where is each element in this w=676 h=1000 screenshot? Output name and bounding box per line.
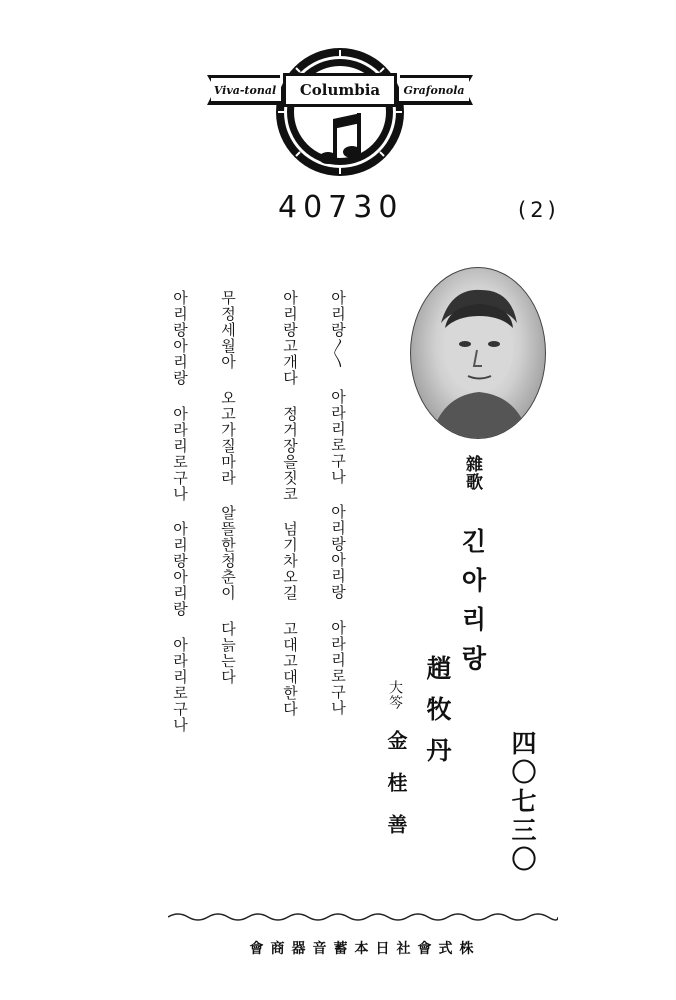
lyric-segment: 아리랑〳〵 <box>329 290 347 369</box>
record-number: 40730 <box>278 190 404 225</box>
logo-center-text: Columbia <box>299 81 381 99</box>
lyric-segment: 아리랑아리랑 <box>171 290 189 386</box>
lyric-segment: 오고가질마라 <box>219 389 237 486</box>
portrait-image <box>411 268 545 438</box>
lyric-segment: 정거장을짓코 <box>281 405 299 502</box>
accompanist-role: 大笒 <box>387 680 403 710</box>
columbia-logo <box>205 45 475 180</box>
accompanist-name: 金桂善 <box>384 730 408 856</box>
company-name: 株式會社日本蓄音器商會 <box>249 941 481 957</box>
lyric-segment: 아라리로구나 <box>171 636 189 733</box>
lyric-segment: 넘기차오길 <box>281 521 299 601</box>
lyrics-line-1 <box>330 290 345 716</box>
lyric-segment: 무정세월아 <box>219 290 237 370</box>
genre-label: 雜歌 <box>462 455 482 491</box>
lyric-segment: 아리랑아리랑 <box>329 504 347 600</box>
lyrics-line-2 <box>282 290 297 717</box>
lyric-segment: 아리랑아리랑 <box>171 521 189 617</box>
lyric-segment: 아리랑고개다 <box>281 290 299 386</box>
singer-name: 趙牧丹 <box>423 655 452 778</box>
footer-divider <box>168 910 558 924</box>
lyric-segment: 아라리로구나 <box>171 405 189 502</box>
logo-left-text: Viva-tonal <box>213 84 277 97</box>
lyric-segment: 아라리로구나 <box>329 619 347 716</box>
lyric-segment: 고대고대한다 <box>281 620 299 717</box>
catalog-number-kanji: 四〇七三〇 <box>508 730 537 875</box>
singer-portrait <box>410 267 546 439</box>
lyric-segment: 알뜰한청춘이 <box>219 505 237 601</box>
lyrics-line-3 <box>220 290 235 685</box>
song-title: 긴아리랑 <box>458 528 487 684</box>
side-number: (2) <box>518 198 560 222</box>
lyric-segment: 다늙는다 <box>219 620 237 685</box>
logo-right-text: Grafonola <box>403 84 465 97</box>
lyrics-line-4 <box>172 290 187 733</box>
lyric-segment: 아라리로구나 <box>329 388 347 485</box>
